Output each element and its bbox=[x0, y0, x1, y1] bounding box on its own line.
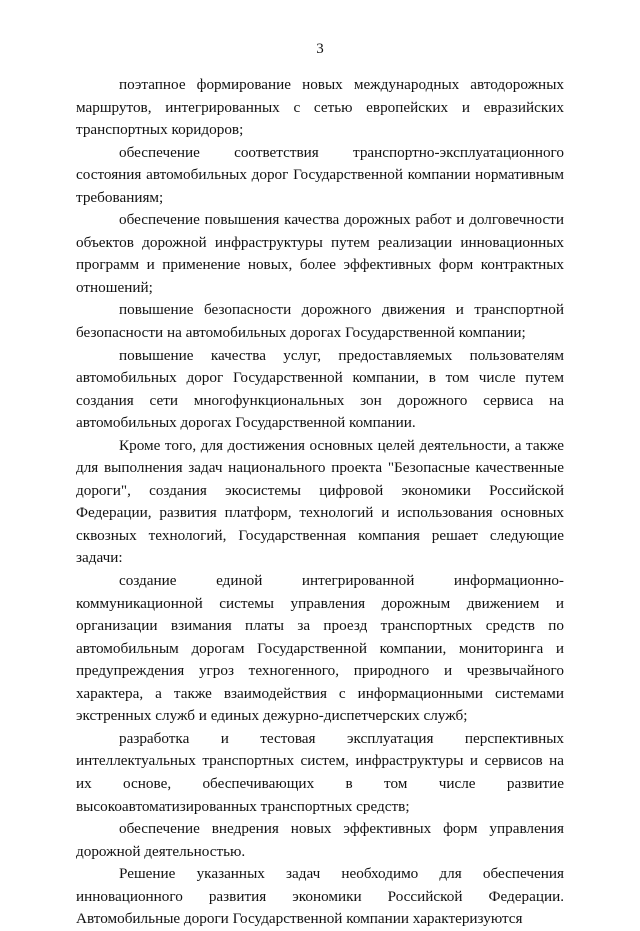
paragraph-traffic-control-system: создание единой интегрированной информационно-коммуникационной системы управления дорожным движением и организации взимания платы за проезд транспортных средств по автомобильным дорогам Государственной компании, мониторинга и предупреждения угроз техногенного, природного и чрезвычайного характера, а также взаимодействия с информационными системами экстренных служб и единых дежурно-диспетчерских служб; bbox=[76, 572, 564, 725]
paragraph-management-forms: обеспечение внедрения новых эффективных форм управления дорожной деятельностью. bbox=[76, 820, 564, 860]
paragraph-intelligent-transport: разработка и тестовая эксплуатация перспективных интеллектуальных транспортных систем, инфраструктуры и сервисов на их основе, обеспечивающих в том числе развитие высокоавтоматизированных транспортных средств; bbox=[76, 729, 564, 815]
paragraph-conclusion: Решение указанных задач необходимо для обеспечения инновационного развития экономики Российской Федерации. Автомобильные дороги Государственной компании характеризуются bbox=[76, 865, 564, 928]
body-text bbox=[76, 74, 564, 931]
paragraph-road-safety: повышение безопасности дорожного движения и транспортной безопасности на автомобильных дорогах Государственной компании; bbox=[76, 301, 564, 342]
paragraph-service-quality: повышение качества услуг, предоставляемых пользователям автомобильных дорог Государственной компании, в том числе путем создания сети многофункциональных зон дорожного сервиса на автомобильных дорогах Государственной компании. bbox=[76, 346, 564, 432]
page-number: 3 bbox=[316, 41, 324, 57]
paragraph-road-condition: обеспечение соответствия транспортно-эксплуатационного состояния автомобильных дорог Государственной компании нормативным требованиям; bbox=[76, 143, 564, 206]
paragraph-tasks-intro: Кроме того, для достижения основных целей деятельности, а также для выполнения задач национального проекта "Безопасные качественные дороги", создания экосистемы цифровой экономики Российской Федерации, развития платформ, технологий и использования основных сквозных технологий, Государственная компания решает следующие задачи: bbox=[76, 436, 564, 567]
paragraph-work-quality: обеспечение повышения качества дорожных работ и долговечности объектов дорожной инфраструктуры путем реализации инновационных программ и применение новых, более эффективных форм контрактных отношений; bbox=[76, 211, 564, 296]
paragraph-international-routes: поэтапное формирование новых международных автодорожных маршрутов, интегрированных с сетью европейских и евразийских транспортных коридоров; bbox=[76, 76, 564, 139]
